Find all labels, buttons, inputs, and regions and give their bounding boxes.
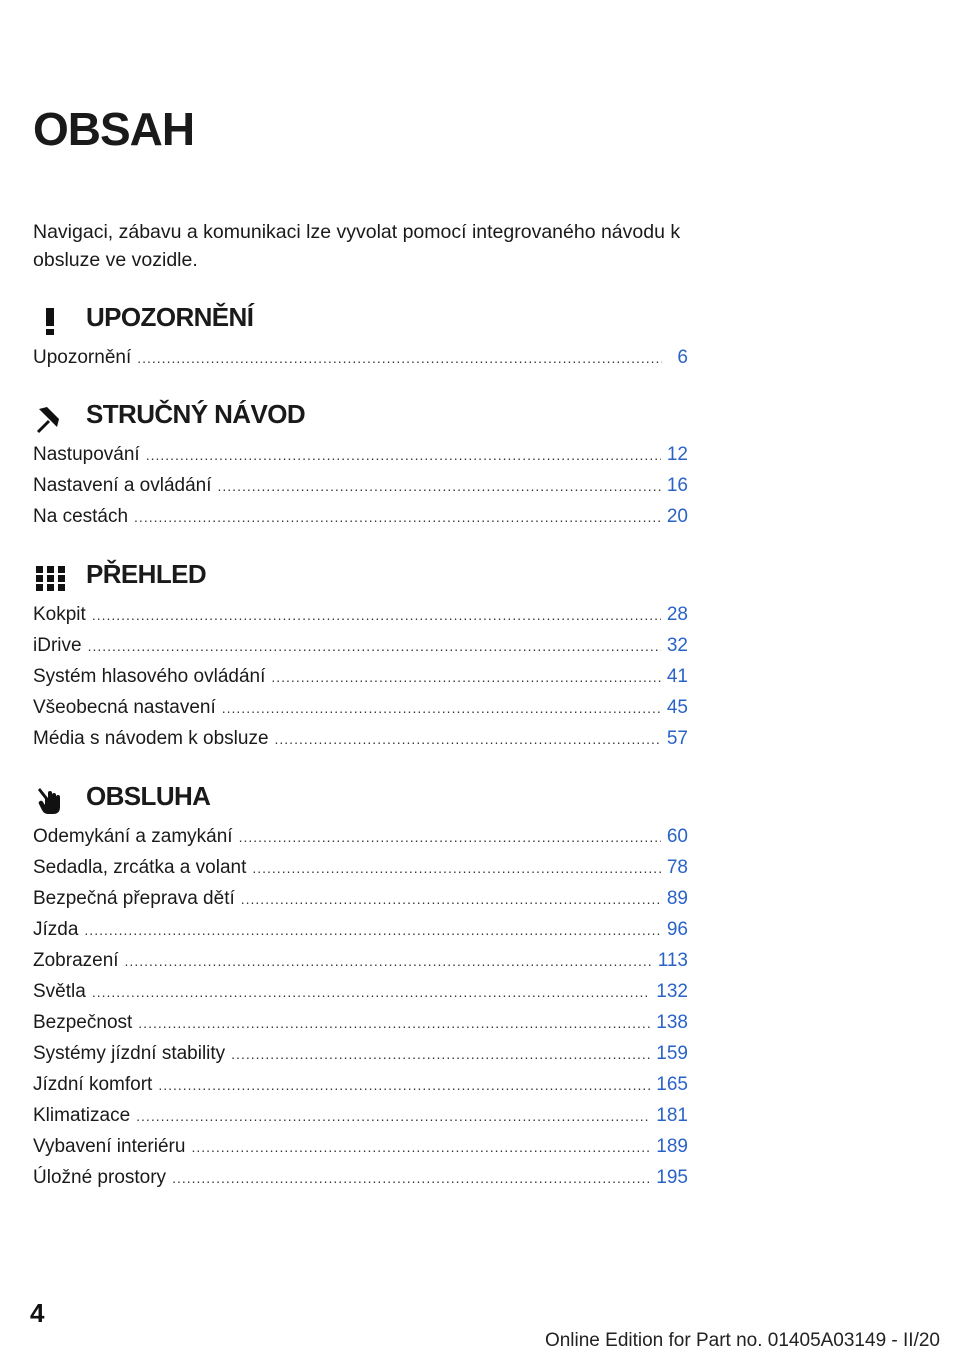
toc-entry-label: Bezpečná přeprava dětí <box>33 888 235 909</box>
leader-dots <box>88 631 661 662</box>
toc-entry-jizda[interactable] <box>33 914 688 945</box>
toc-page-link[interactable]: 113 <box>657 950 688 971</box>
leader-dots <box>222 693 661 724</box>
section-header <box>33 557 688 599</box>
leader-dots <box>241 884 661 915</box>
toc-entry-odemykani[interactable] <box>33 821 688 852</box>
toc-page-link[interactable]: 159 <box>656 1043 688 1064</box>
section-title: PŘEHLED <box>86 559 207 589</box>
toc-entry-sedadla[interactable] <box>33 852 688 883</box>
toc-entry-kokpit[interactable] <box>33 599 688 630</box>
grid-icon <box>33 561 67 595</box>
toc-page-link[interactable]: 165 <box>656 1074 688 1095</box>
exclamation-icon <box>33 304 67 338</box>
toc-page-link[interactable]: 78 <box>666 857 688 878</box>
toc-entry-label: Vybavení interiéru <box>33 1136 186 1157</box>
leader-dots <box>138 1008 650 1039</box>
leader-dots <box>92 977 650 1008</box>
toc-page-link[interactable]: 12 <box>666 444 688 465</box>
toc-entry-label: iDrive <box>33 635 82 656</box>
toc-entry-label: Upozornění <box>33 347 132 368</box>
leader-dots <box>92 600 661 631</box>
section-warnings <box>33 300 688 373</box>
toc-entry-system-hlasoveho-ovladani[interactable] <box>33 661 688 692</box>
toc-entry-label: Jízdní komfort <box>33 1074 153 1095</box>
leader-dots <box>137 343 662 374</box>
toc-page-link[interactable]: 6 <box>677 347 688 368</box>
section-quick-guide <box>33 397 688 532</box>
toc-page-link[interactable]: 181 <box>656 1105 688 1126</box>
toc-entry-vybaveni-interieru[interactable] <box>33 1131 688 1162</box>
toc-page-link[interactable]: 89 <box>666 888 688 909</box>
leader-dots <box>239 822 661 853</box>
toc-entry-label: Systémy jízdní stability <box>33 1043 226 1064</box>
leader-dots <box>275 724 661 755</box>
leader-dots <box>125 946 652 977</box>
toc-entry-label: Nastupování <box>33 444 140 465</box>
section-title: OBSLUHA <box>86 781 211 811</box>
leader-dots <box>136 1101 650 1132</box>
leader-dots <box>134 502 661 533</box>
toc-page-link[interactable]: 57 <box>666 728 688 749</box>
leader-dots <box>146 440 661 471</box>
leader-dots <box>191 1132 650 1163</box>
footer-edition-note: Online Edition for Part no. 01405A03149 - II/20 <box>544 1330 940 1351</box>
leader-dots <box>158 1070 650 1101</box>
section-operation <box>33 779 688 1193</box>
page-number: 4 <box>30 1298 45 1328</box>
toc-entry-label: Světla <box>33 981 86 1002</box>
leader-dots <box>218 471 661 502</box>
intro-text: Navigaci, zábavu a komunikaci lze vyvolat pomocí integrovaného návodu k obsluze ve vozidle. <box>33 221 681 271</box>
toc-page-link[interactable]: 20 <box>666 506 688 527</box>
section-overview <box>33 557 688 754</box>
toc-entry-systemy-jizdni-stability[interactable] <box>33 1038 688 1069</box>
toc-page-link[interactable]: 132 <box>656 981 688 1002</box>
leader-dots <box>84 915 660 946</box>
toc-entry-label: Na cestách <box>33 506 129 527</box>
section-header <box>33 779 688 821</box>
toc-entry-label: Všeobecná nastavení <box>33 697 216 718</box>
toc-entry-na-cestach[interactable] <box>33 501 688 532</box>
hand-pointer-icon <box>33 783 67 817</box>
toc-entry-label: Systém hlasového ovládání <box>33 666 266 687</box>
toc-entry-label: Jízda <box>33 919 79 940</box>
toc-entry-label: Zobrazení <box>33 950 119 971</box>
toc-entry-bezpecna-preprava[interactable] <box>33 883 688 914</box>
toc-entry-zobrazeni[interactable] <box>33 945 688 976</box>
toc-entry-jizdni-komfort[interactable] <box>33 1069 688 1100</box>
toc-page-link[interactable]: 195 <box>656 1167 688 1188</box>
section-title: UPOZORNĚNÍ <box>86 302 254 332</box>
section-header <box>33 397 688 439</box>
page-title: OBSAH <box>33 103 195 155</box>
section-header <box>33 300 688 342</box>
toc-entry-upozorneni[interactable] <box>33 342 688 373</box>
toc-entry-label: Bezpečnost <box>33 1012 133 1033</box>
toc-page-link[interactable]: 41 <box>666 666 688 687</box>
toc-page-link[interactable]: 32 <box>666 635 688 656</box>
leader-dots <box>231 1039 650 1070</box>
toc-entry-label: Klimatizace <box>33 1105 131 1126</box>
toc-entry-label: Odemykání a zamykání <box>33 826 233 847</box>
toc-entry-label: Média s návodem k obsluze <box>33 728 269 749</box>
toc-page-link[interactable]: 16 <box>666 475 688 496</box>
toc-entry-klimatizace[interactable] <box>33 1100 688 1131</box>
toc-page-link[interactable]: 28 <box>666 604 688 625</box>
toc-entry-idrive[interactable] <box>33 630 688 661</box>
leader-dots <box>271 662 660 693</box>
toc-entry-label: Kokpit <box>33 604 86 625</box>
toc-entry-label: Sedadla, zrcátka a volant <box>33 857 247 878</box>
toc-entry-nastupovani[interactable] <box>33 439 688 470</box>
toc-entry-label: Nastavení a ovládání <box>33 475 212 496</box>
pin-icon <box>33 401 67 435</box>
leader-dots <box>252 853 661 884</box>
toc-entry-bezpecnost[interactable] <box>33 1007 688 1038</box>
toc-entry-nastaveni-a-ovladani[interactable] <box>33 470 688 501</box>
toc-entry-vseobecna-nastaveni[interactable] <box>33 692 688 723</box>
leader-dots <box>172 1163 650 1194</box>
toc-entry-media-s-navodem[interactable] <box>33 723 688 754</box>
toc-page-link[interactable]: 96 <box>666 919 688 940</box>
toc-page-link[interactable]: 60 <box>666 826 688 847</box>
section-title: STRUČNÝ NÁVOD <box>86 399 305 429</box>
toc-page-link[interactable]: 189 <box>656 1136 688 1157</box>
toc-entry-svetla[interactable] <box>33 976 688 1007</box>
toc-entry-label: Úložné prostory <box>33 1167 167 1188</box>
toc-page-link[interactable]: 45 <box>666 697 688 718</box>
toc-page-link[interactable]: 138 <box>656 1012 688 1033</box>
toc-entry-ulozne-prostory[interactable] <box>33 1162 688 1193</box>
